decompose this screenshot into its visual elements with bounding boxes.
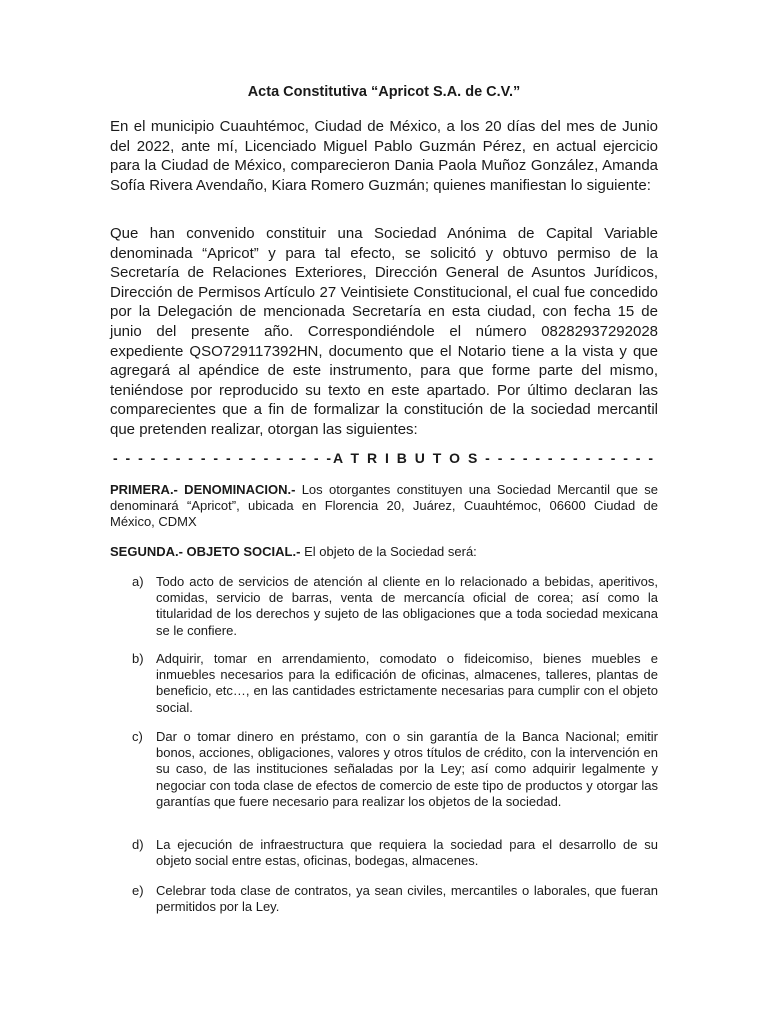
section-divider: - - - - - - - - - - - - - - - - - -A T R I B U T O S - - - - - - - - - - - - - -: [112, 450, 656, 466]
intro-paragraph: En el municipio Cuauhtémoc, Ciudad de México, a los 20 días del mes de Junio del 2022, ante mí, Licenciado Miguel Pablo Guzmán Pérez, en actual ejercicio para la Ciudad de México, comparecieron Dania Paola Muñoz González, Amanda Sofía Rivera Avendaño, Kiara Romero Guzmán; quienes manifiestan lo siguiente:: [110, 118, 658, 194]
clause-segunda-text: El objeto de la Sociedad será:: [300, 544, 477, 559]
document-title: Acta Constitutiva “Apricot S.A. de C.V.”: [247, 84, 521, 100]
list-item-text: Celebrar toda clase de contratos, ya sean civiles, mercantiles o laborales, que fueran permitidos por la Ley.: [156, 883, 658, 915]
list-item-letter: e): [132, 883, 144, 898]
agreement-paragraph: Que han convenido constituir una Sociedad Anónima de Capital Variable denominada “Apricot” y para tal efecto, se solicitó y obtuvo permiso de la Secretaría de Relaciones Exteriores, Dirección General de Asuntos Jurídicos, Dirección de Permisos Artículo 27 Veintisiete Constitucional, el cual fue concedido por la Delegación de mencionada Secretaría en esta ciudad, con fecha 15 de junio del presente año. Correspondiéndole el número 08282937292028 expediente QSO729117392HN, documento que el Notario tiene a la vista y que agregará al apéndice de este instrumento, para que forme parte del mismo, teniéndose por reproducido su texto en este apartado. Por último declaran las comparecientes que a fin de formalizar la constitución de la sociedad mercantil que pretenden realizar, otorgan las siguientes:: [110, 225, 658, 438]
list-item-text: La ejecución de infraestructura que requiera la sociedad para el desarrollo de su objeto social entre estas, oficinas, bodegas, almacenes.: [156, 837, 658, 869]
clause-segunda-heading: SEGUNDA.- OBJETO SOCIAL.-: [110, 544, 301, 559]
clause-primera-text: Los otorgantes constituyen una Sociedad Mercantil que se denominará “Apricot”, ubicada en Florencia 20, Juárez, Cuauhtémoc, 06600 Ciudad de México, CDMX: [110, 482, 658, 530]
list-item-text: Adquirir, tomar en arrendamiento, comodato o fideicomiso, bienes muebles e inmuebles necesarios para la edificación de oficinas, almacenes, talleres, plantas de beneficio, etc…, en las cantidades estrictamente necesarias para cumplir con el objeto social.: [156, 651, 658, 715]
clause-primera-heading: PRIMERA.- DENOMINACION.-: [110, 482, 296, 497]
list-item-letter: a): [132, 574, 144, 589]
list-item-letter: d): [132, 837, 144, 852]
clause-primera: [110, 482, 658, 531]
clause-segunda: [110, 544, 658, 560]
list-item-text: Todo acto de servicios de atención al cliente en lo relacionado a bebidas, aperitivos, comidas, servicio de barras, venta de mercancía oficial de corea; así como la titularidad de los derechos y sujeto de las obligaciones que a toda sociedad mexicana se le confiere.: [156, 574, 658, 638]
list-item-letter: c): [132, 729, 143, 744]
list-item-letter: b): [132, 651, 144, 666]
list-item-text: Dar o tomar dinero en préstamo, con o sin garantía de la Banca Nacional; emitir bonos, acciones, obligaciones, valores y otros títulos de crédito, con la intervención en su caso, de las instituciones señaladas por la Ley; así como adquirir legalmente y negociar con toda clase de efectos de comercio de este tipo de productos y otorgar las garantías que fuere necesario para realizar los objetos de la sociedad.: [156, 729, 658, 809]
